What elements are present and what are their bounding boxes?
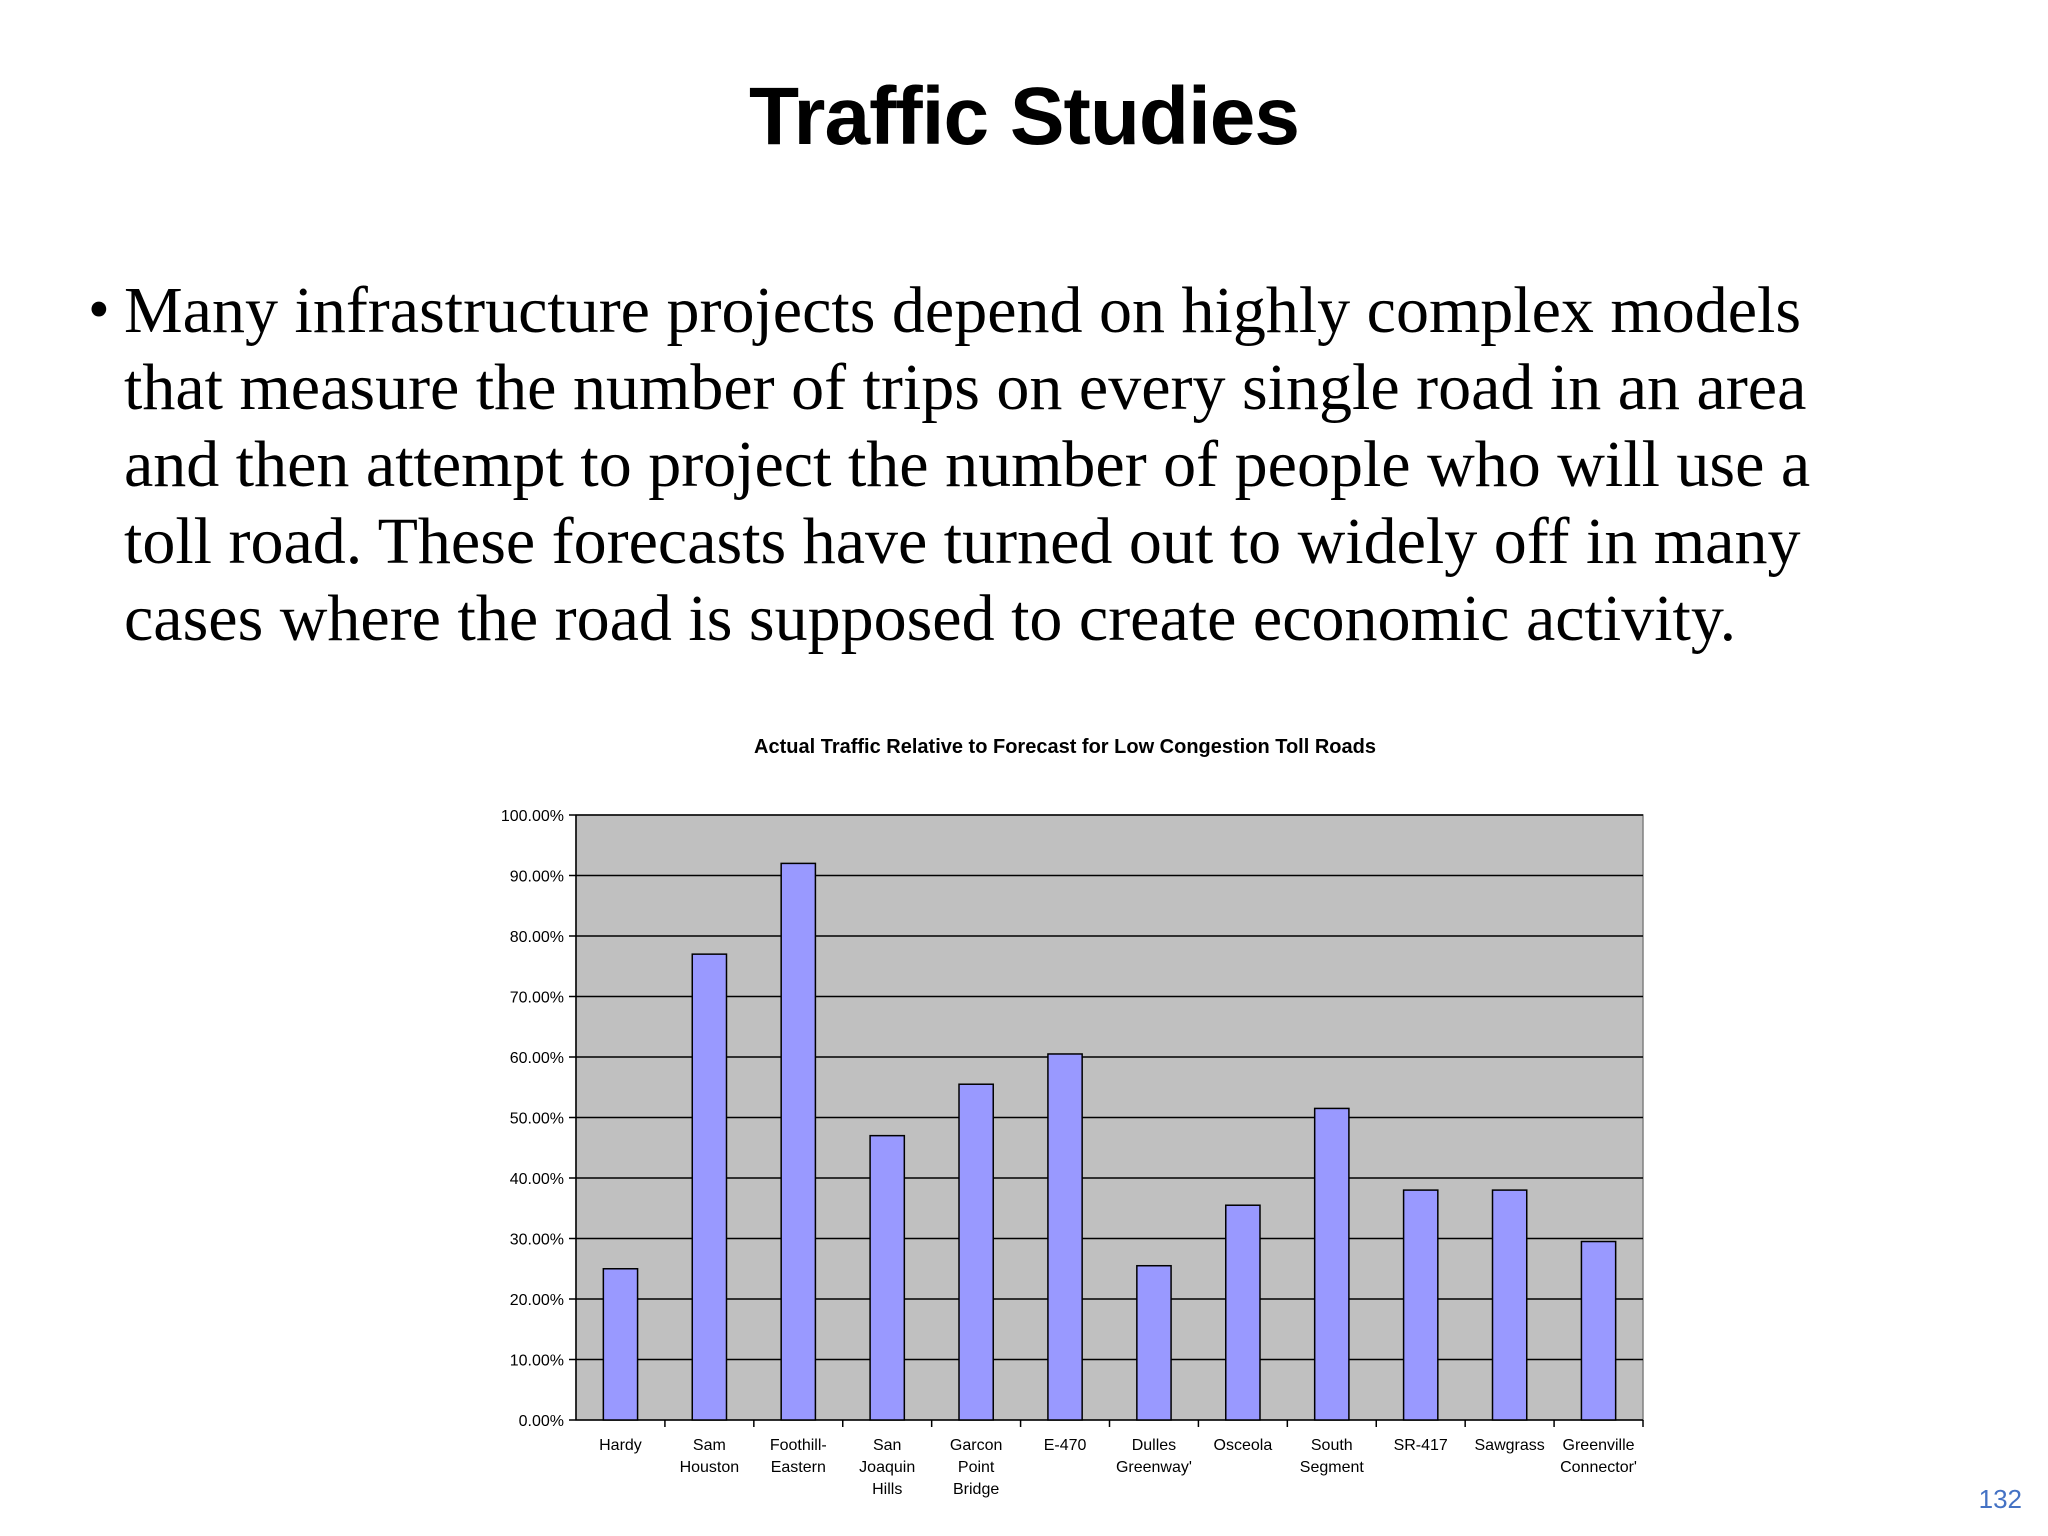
x-tick-label-line: Greenway' [1115,1459,1192,1476]
x-tick-label [1116,1437,1192,1476]
x-tick-label-line: Osceola [1213,1437,1273,1454]
x-tick-label [1044,1437,1087,1454]
y-tick-label: 10.00% [509,1352,564,1370]
page-number: 132 [1978,1484,2022,1514]
y-tick-label: 50.00% [509,1110,564,1128]
y-tick-label: 60.00% [509,1050,564,1067]
x-tick-label-line: Foothill- [769,1437,827,1454]
bar [781,863,815,1420]
y-tick-label: 30.00% [509,1231,564,1249]
bullet-line: toll road. These forecasts have turned out to widely off in many [124,505,1801,578]
bullet-line: and then attempt to project the number of people who will use a [124,428,1811,501]
bar [870,1136,904,1420]
bar [603,1269,637,1420]
x-tick-label-line: Bridge [953,1481,1000,1498]
bar [1048,1054,1082,1420]
x-tick-label [1560,1437,1637,1476]
y-tick-label: 40.00% [509,1171,564,1188]
x-tick-label-line: Segment [1299,1459,1364,1476]
y-tick-label: 0.00% [518,1413,564,1430]
x-tick-label-line: Greenville [1562,1437,1635,1454]
y-tick-label: 20.00% [509,1292,564,1309]
bullet-line: cases where the road is supposed to create economic activity. [124,582,1737,655]
bar [1226,1205,1260,1420]
x-tick-label [599,1437,642,1454]
x-tick-label [1300,1437,1365,1476]
x-tick-label-line: Hills [872,1481,903,1498]
x-tick-label [950,1437,1002,1498]
x-tick-label [770,1437,827,1476]
x-tick-label-line: South [1310,1437,1353,1454]
bar [959,1084,993,1420]
x-tick-label-line: San [872,1437,902,1454]
y-tick-label: 80.00% [509,929,564,946]
x-tick-label-line: Point [957,1459,995,1476]
bullet-line: that measure the number of trips on every single road in an area [124,351,1807,424]
x-tick-label-line: Houston [679,1459,740,1476]
x-tick-label-line: Eastern [770,1459,826,1476]
x-tick-label-line: Sawgrass [1474,1437,1545,1454]
x-tick-label-line: Garcon [949,1437,1003,1454]
x-tick-label-line: Hardy [599,1437,642,1454]
bar [1493,1190,1527,1420]
bar [692,954,726,1420]
bullet-line: Many infrastructure projects depend on highly complex models [124,274,1802,347]
x-tick-label [1214,1437,1273,1454]
x-tick-label [859,1437,915,1498]
x-tick-label-line: SR-417 [1393,1437,1448,1454]
bar [1315,1108,1349,1420]
x-tick-label [1475,1437,1545,1454]
bar [1137,1266,1171,1420]
x-tick-label-line: Joaquin [859,1459,916,1476]
y-tick-label: 70.00% [509,989,564,1007]
x-tick-label [680,1437,740,1476]
bar [1581,1242,1615,1420]
chart-title: Actual Traffic Relative to Forecast for Low Congestion Toll Roads [754,736,1376,758]
x-tick-label-line: Sam [692,1437,726,1454]
y-tick-label: 100.00% [500,808,564,825]
slide-title: Traffic Studies [748,71,1300,162]
bar [1404,1190,1438,1420]
x-tick-label-line: E-470 [1043,1437,1087,1454]
x-tick-label-line: Dulles [1131,1437,1177,1454]
bullet-dot-icon: • [88,276,110,344]
x-tick-label-line: Connector' [1560,1459,1637,1476]
x-tick-label [1394,1437,1448,1454]
y-tick-label: 90.00% [509,868,564,886]
